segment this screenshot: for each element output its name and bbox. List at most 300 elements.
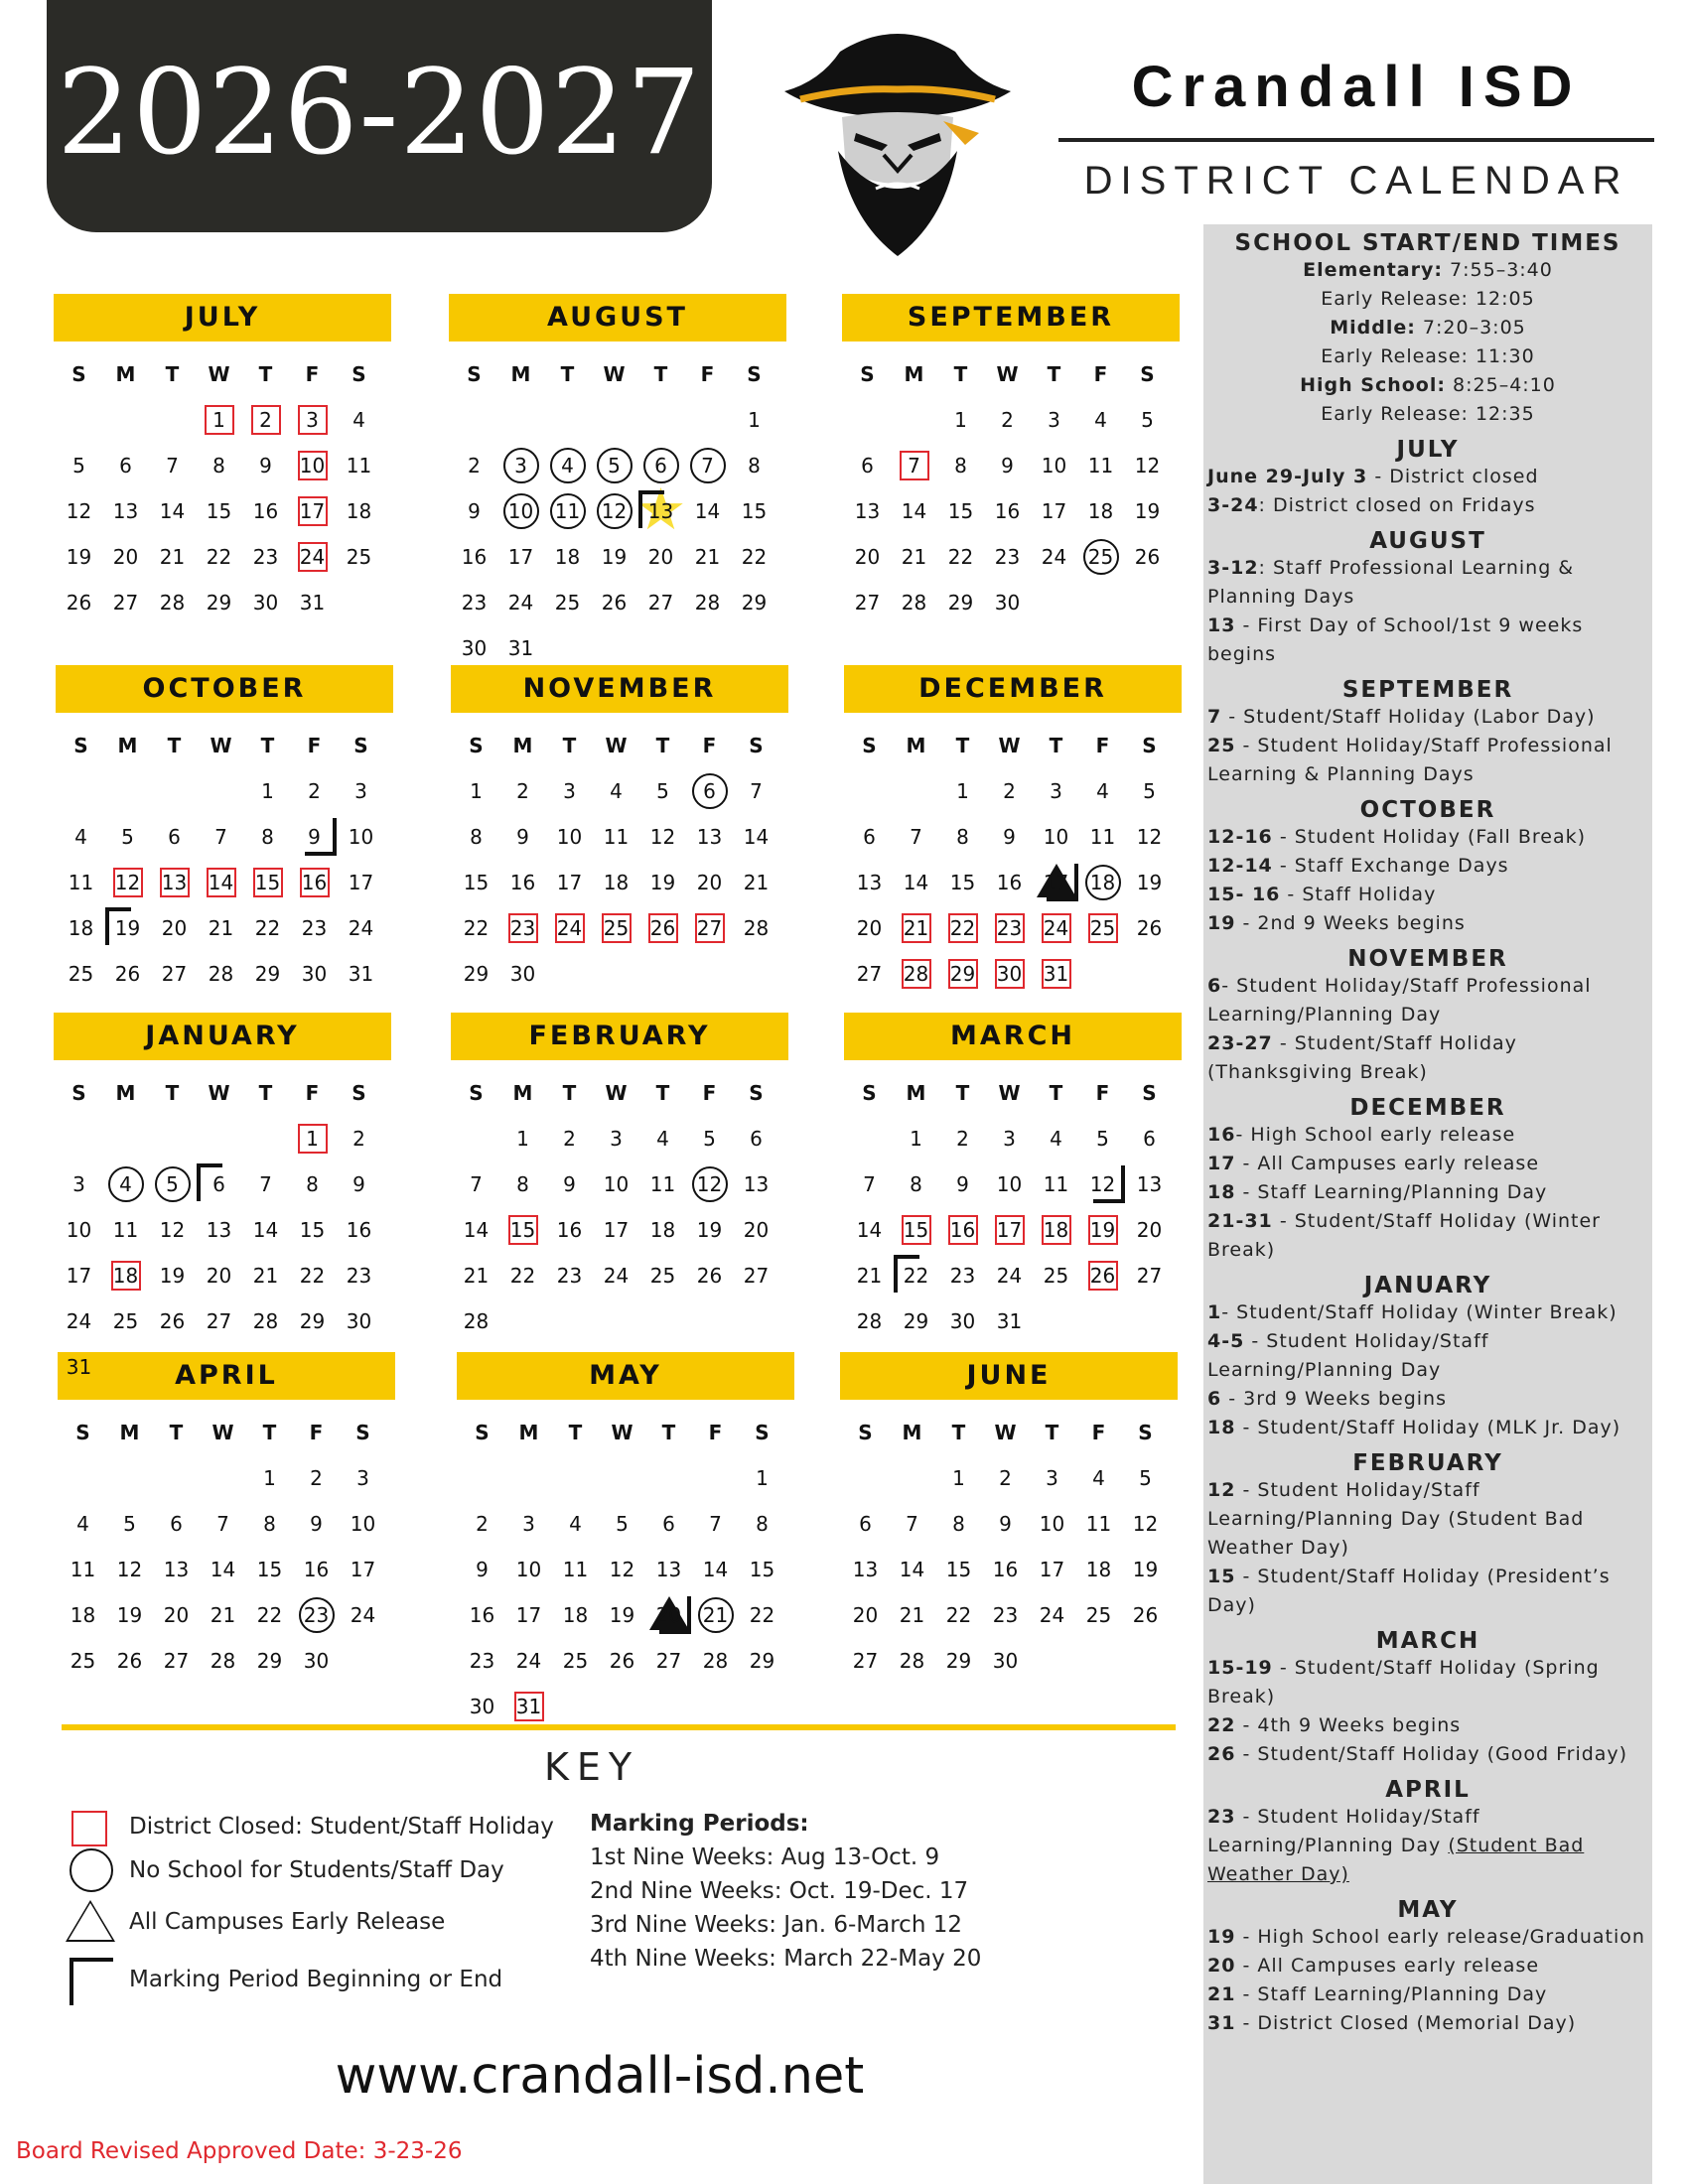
month-grid: [453, 723, 788, 997]
day-cell: 17: [603, 1218, 630, 1242]
empty-cell: [151, 768, 198, 814]
day-cell: 30: [986, 951, 1033, 997]
day-cell: 10: [1039, 1512, 1065, 1536]
day-cell: 18: [70, 1603, 96, 1627]
day-cell: 19: [649, 871, 676, 894]
weekday-label: S: [1142, 734, 1157, 757]
day-cell: 23: [346, 1264, 372, 1288]
day-cell: 28: [463, 1309, 490, 1333]
empty-cell: [889, 1455, 935, 1501]
day-cell: 27: [112, 591, 139, 614]
day-cell: 31: [66, 1355, 92, 1379]
weekday-label: T: [655, 734, 670, 757]
day-cell: 23: [556, 1264, 583, 1288]
event-line: 12 - Student Holiday/Staff Learning/Planning Day (Student Bad Weather Day): [1207, 1479, 1585, 1559]
times-title: SCHOOL START/END TIMES: [1234, 230, 1621, 256]
day-cell: 18: [1033, 1207, 1079, 1253]
day-cell: 22: [945, 1603, 972, 1627]
revised-date: Board Revised Approved Date: 3-23-26: [16, 2138, 463, 2164]
day-cell: 23: [252, 545, 279, 569]
day-cell: 30: [461, 636, 488, 660]
day-cell: 30: [469, 1695, 495, 1718]
event-line: 26 - Student/Staff Holiday (Good Friday): [1207, 1743, 1628, 1765]
event-line: 31 - District Closed (Memorial Day): [1207, 2012, 1577, 2034]
day-cell: 28: [159, 591, 186, 614]
day-cell: 29: [463, 962, 490, 986]
day-cell: 22: [206, 545, 232, 569]
day-cell: 30: [992, 1649, 1019, 1673]
day-cell: 27: [163, 1649, 190, 1673]
day-cell: 12: [686, 1161, 733, 1207]
event-line: 15-19 - Student/Staff Holiday (Spring Break): [1207, 1657, 1600, 1707]
event-line: June 29-July 3 - District closed: [1207, 466, 1539, 487]
event-line: 18 - Student/Staff Holiday (MLK Jr. Day): [1207, 1417, 1621, 1438]
day-cell: 19: [1132, 1558, 1159, 1581]
empty-cell: [846, 768, 893, 814]
day-cell: 1: [756, 1466, 769, 1490]
day-cell: 4: [656, 1127, 669, 1151]
day-cell: 6: [637, 443, 684, 488]
section-title: JULY: [1396, 437, 1460, 463]
day-cell: 12: [1136, 825, 1163, 849]
day-cell: 2: [476, 1512, 489, 1536]
day-cell: 16: [509, 871, 536, 894]
day-cell: 20: [743, 1218, 770, 1242]
day-cell: 20: [163, 1603, 190, 1627]
day-cell: 12: [159, 1218, 186, 1242]
weekday-label: M: [512, 734, 533, 757]
day-cell: 8: [516, 1172, 529, 1196]
day-cell: 24: [1039, 1603, 1065, 1627]
section-title: JANUARY: [1363, 1273, 1492, 1298]
weekday-label: T: [951, 1421, 966, 1444]
event-line: 20 - All Campuses early release: [1207, 1955, 1540, 1977]
day-cell: 3: [72, 1172, 85, 1196]
event-line: 7 - Student/Staff Holiday (Labor Day): [1207, 706, 1596, 728]
day-cell: 3: [1046, 1466, 1058, 1490]
weekday-label: W: [994, 1421, 1017, 1444]
day-cell: 15: [244, 860, 291, 905]
header-rule: [1058, 138, 1654, 142]
district-name: Crandall ISD: [1131, 55, 1582, 119]
weekday-label: M: [115, 362, 136, 386]
day-cell: 2: [310, 1466, 323, 1490]
day-cell: 12: [1132, 1512, 1159, 1536]
day-cell: 2: [956, 1127, 969, 1151]
day-cell: 14: [252, 1218, 279, 1242]
day-cell: 19: [116, 1603, 143, 1627]
day-cell: 15: [463, 871, 490, 894]
weekday-label: S: [475, 1421, 490, 1444]
day-cell: 25: [649, 1264, 676, 1288]
day-cell: 4: [102, 1161, 149, 1207]
weekday-label: W: [603, 362, 626, 386]
day-cell: 29: [945, 1649, 972, 1673]
day-cell: 12: [591, 488, 637, 534]
day-cell: 29: [254, 962, 281, 986]
weekday-label: F: [1095, 1081, 1110, 1105]
day-cell: 22: [254, 916, 281, 940]
weekday-label: T: [955, 1081, 970, 1105]
day-cell: 6: [859, 1512, 872, 1536]
day-cell: 11: [544, 488, 591, 534]
day-cell: 20: [112, 545, 139, 569]
day-cell: 31: [996, 1309, 1023, 1333]
event-line: 15 - Student/Staff Holiday (President’s Day): [1207, 1566, 1611, 1616]
day-cell: 5: [656, 779, 669, 803]
day-cell: 13: [163, 1558, 190, 1581]
day-cell: 16: [939, 1207, 986, 1253]
sidebar-notes: [1203, 224, 1652, 2184]
day-cell: 3: [1050, 779, 1062, 803]
day-cell: 11: [1087, 454, 1114, 478]
day-cell: 9: [259, 454, 272, 478]
day-cell: 25: [1077, 534, 1124, 580]
day-cell: 14: [899, 1558, 925, 1581]
bracket-icon: [66, 1958, 115, 2001]
event-line: 17 - All Campuses early release: [1207, 1153, 1540, 1174]
day-cell: 15: [893, 1207, 939, 1253]
empty-cell: [893, 768, 939, 814]
weekday-label: S: [858, 1421, 873, 1444]
weekday-label: W: [211, 1421, 234, 1444]
day-cell: 27: [655, 1649, 682, 1673]
key-closed: [66, 1805, 554, 1848]
day-cell: 20: [647, 545, 674, 569]
section-title: APRIL: [1385, 1777, 1471, 1803]
day-cell: 7: [259, 1172, 272, 1196]
day-cell: 10: [289, 443, 336, 488]
empty-cell: [497, 397, 544, 443]
day-cell: 22: [741, 545, 768, 569]
day-cell: 22: [299, 1264, 326, 1288]
day-cell: 9: [1001, 454, 1014, 478]
day-cell: 10: [515, 1558, 542, 1581]
day-cell: 12: [104, 860, 151, 905]
day-cell: 11: [68, 871, 94, 894]
day-cell: 9: [516, 825, 529, 849]
day-cell: 26: [696, 1264, 723, 1288]
day-cell: 6: [1143, 1127, 1156, 1151]
key-label: No School for Students/Staff Day: [129, 1857, 504, 1883]
day-cell: 9: [476, 1558, 489, 1581]
day-cell: 5: [1141, 408, 1154, 432]
day-cell: 17: [515, 1603, 542, 1627]
empty-cell: [56, 397, 102, 443]
day-cell: 19: [104, 905, 151, 951]
day-cell: 18: [1087, 499, 1114, 523]
weekday-label: F: [1095, 734, 1110, 757]
weekday-label: M: [117, 734, 138, 757]
day-cell: 24: [1041, 545, 1067, 569]
day-cell: 26: [639, 905, 686, 951]
day-cell: 18: [68, 916, 94, 940]
day-cell: 2: [308, 779, 321, 803]
time-line: Early Release: 11:30: [1321, 345, 1535, 367]
day-cell: 28: [901, 591, 927, 614]
day-cell: 31: [505, 1684, 552, 1729]
day-cell: 10: [1043, 825, 1069, 849]
empty-cell: [453, 1116, 499, 1161]
empty-cell: [102, 1116, 149, 1161]
day-cell: 15: [949, 871, 976, 894]
weekday-label: M: [906, 1081, 926, 1105]
day-cell: 3: [1048, 408, 1060, 432]
day-cell: 30: [949, 1309, 976, 1333]
day-cell: 6: [861, 454, 874, 478]
weekday-label: S: [355, 1421, 370, 1444]
empty-cell: [891, 397, 937, 443]
day-cell: 15: [206, 499, 232, 523]
empty-cell: [844, 397, 891, 443]
day-cell: 23: [293, 1592, 340, 1638]
day-cell: 9: [999, 1512, 1012, 1536]
day-cell: 16: [291, 860, 338, 905]
day-cell: 6: [750, 1127, 763, 1151]
empty-cell: [544, 397, 591, 443]
event-line: 12-14 - Staff Exchange Days: [1207, 855, 1509, 877]
day-cell: 17: [507, 545, 534, 569]
day-cell: 21: [159, 545, 186, 569]
event-line: 21 - Staff Learning/Planning Day: [1207, 1983, 1548, 2005]
year-banner: [47, 0, 712, 232]
event-line: 3-24: District closed on Fridays: [1207, 494, 1536, 516]
day-cell: 3: [1003, 1127, 1016, 1151]
weekday-label: M: [119, 1421, 140, 1444]
empty-cell: [149, 1116, 196, 1161]
weekday-label: F: [700, 362, 715, 386]
month-title: MAY: [457, 1352, 794, 1400]
day-cell: 28: [208, 962, 234, 986]
day-cell: 11: [1085, 1512, 1112, 1536]
day-cell: 30: [994, 591, 1021, 614]
day-cell: 29: [749, 1649, 775, 1673]
day-cell: 16: [469, 1603, 495, 1627]
weekday-label: S: [467, 362, 482, 386]
weekday-label: M: [518, 1421, 539, 1444]
day-cell: 3: [522, 1512, 535, 1536]
day-cell: 8: [263, 1512, 276, 1536]
month-grid: [842, 1410, 1178, 1684]
day-cell: 21: [856, 1264, 883, 1288]
day-cell: 7: [906, 1512, 918, 1536]
day-cell: 2: [1001, 408, 1014, 432]
day-cell: 21: [252, 1264, 279, 1288]
day-cell: 5: [591, 443, 637, 488]
day-cell: 21: [208, 916, 234, 940]
district-calendar-subtitle: DISTRICT CALENDAR: [1083, 159, 1629, 203]
day-cell: 9: [563, 1172, 576, 1196]
day-cell: 25: [1043, 1264, 1069, 1288]
day-cell: 21: [893, 905, 939, 951]
event-line: 1- Student/Staff Holiday (Winter Break): [1207, 1301, 1618, 1323]
day-cell: 29: [299, 1309, 326, 1333]
empty-cell: [198, 768, 244, 814]
day-cell: 30: [301, 962, 328, 986]
day-cell: 4: [544, 443, 591, 488]
marking-period: 1st Nine Weeks: Aug 13-Oct. 9: [590, 1844, 940, 1870]
month-july: [54, 294, 391, 625]
day-cell: 26: [1136, 916, 1163, 940]
day-cell: 25: [68, 962, 94, 986]
day-cell: 1: [196, 397, 242, 443]
day-cell: 31: [1033, 951, 1079, 997]
day-cell: 21: [899, 1603, 925, 1627]
weekday-label: T: [568, 1421, 583, 1444]
weekday-label: S: [352, 1081, 366, 1105]
day-cell: 26: [116, 1649, 143, 1673]
empty-cell: [637, 397, 684, 443]
month-grid: [453, 1070, 788, 1344]
day-cell: 28: [702, 1649, 729, 1673]
day-cell: 16: [996, 871, 1023, 894]
day-cell: 22: [947, 545, 974, 569]
day-cell: 12: [1134, 454, 1161, 478]
day-cell: 25: [554, 591, 581, 614]
day-cell: 14: [856, 1218, 883, 1242]
weekday-label: S: [862, 1081, 877, 1105]
day-cell: 8: [748, 454, 761, 478]
day-cell: 26: [1134, 545, 1161, 569]
day-cell: 3: [497, 443, 544, 488]
month-grid: [58, 723, 393, 997]
day-cell: 21: [692, 1592, 739, 1638]
day-cell: 13: [856, 871, 883, 894]
day-cell: 9: [352, 1172, 365, 1196]
day-cell: 1: [952, 1466, 965, 1490]
weekday-label: F: [1093, 362, 1108, 386]
weekday-label: W: [611, 1421, 633, 1444]
day-cell: 4: [74, 825, 87, 849]
day-cell: 11: [1043, 1172, 1069, 1196]
weekday-label: T: [562, 734, 577, 757]
day-cell: 25: [112, 1309, 139, 1333]
month-title: AUGUST: [449, 294, 786, 341]
day-cell: 15: [256, 1558, 283, 1581]
month-grid: [459, 1410, 794, 1729]
day-cell: 25: [593, 905, 639, 951]
section-title: MARCH: [1375, 1628, 1480, 1654]
weekday-label: F: [305, 1081, 320, 1105]
empty-cell: [104, 768, 151, 814]
key-divider: [62, 1724, 1176, 1730]
day-cell: 4: [76, 1512, 89, 1536]
event-line: 21-31 - Student/Staff Holiday (Winter Break): [1207, 1210, 1601, 1261]
weekday-label: W: [998, 734, 1021, 757]
website-link[interactable]: www.crandall-isd.net: [335, 2047, 865, 2106]
day-cell: 21: [743, 871, 770, 894]
day-cell: 10: [348, 825, 374, 849]
section-title: AUGUST: [1369, 528, 1486, 554]
day-cell: 6: [686, 768, 733, 814]
day-cell: 12: [66, 499, 92, 523]
day-cell: 31: [507, 636, 534, 660]
month-january: [54, 1013, 391, 1390]
weekday-label: S: [749, 1081, 764, 1105]
time-line: Early Release: 12:05: [1321, 288, 1535, 310]
day-cell: 9: [291, 814, 338, 860]
day-cell: 26: [66, 591, 92, 614]
section-title: NOVEMBER: [1347, 946, 1508, 972]
empty-cell: [846, 1116, 893, 1161]
day-cell: 11: [649, 1172, 676, 1196]
day-cell: 4: [1050, 1127, 1062, 1151]
day-cell: 22: [893, 1253, 939, 1298]
day-cell: 1: [263, 1466, 276, 1490]
month-title: JULY: [54, 294, 391, 341]
month-grid: [451, 351, 786, 671]
day-cell: 20: [696, 871, 723, 894]
day-cell: 13: [743, 1172, 770, 1196]
day-cell: 7: [214, 825, 227, 849]
day-cell: 2: [242, 397, 289, 443]
day-cell: 11: [1089, 825, 1116, 849]
time-line: Early Release: 12:35: [1321, 403, 1535, 425]
day-cell: 15: [299, 1218, 326, 1242]
day-cell: 20: [206, 1264, 232, 1288]
day-cell: 11: [562, 1558, 589, 1581]
weekday-label: M: [510, 362, 531, 386]
day-cell: 26: [609, 1649, 635, 1673]
empty-cell: [591, 397, 637, 443]
day-cell: 8: [261, 825, 274, 849]
weekday-label: S: [749, 734, 764, 757]
day-cell: 5: [1096, 1127, 1109, 1151]
empty-cell: [153, 1455, 200, 1501]
weekday-label: T: [953, 362, 968, 386]
day-cell: 19: [696, 1218, 723, 1242]
weekday-label: W: [208, 362, 230, 386]
section-title: SEPTEMBER: [1341, 677, 1514, 703]
weekday-label: T: [661, 1421, 676, 1444]
day-cell: 15: [749, 1558, 775, 1581]
key-no-school: [66, 1848, 504, 1892]
weekday-label: S: [469, 1081, 484, 1105]
day-cell: 5: [1139, 1466, 1152, 1490]
day-cell: 8: [756, 1512, 769, 1536]
day-cell: 12: [649, 825, 676, 849]
day-cell: 8: [306, 1172, 319, 1196]
day-cell: ★ 13: [637, 488, 684, 534]
month-title: APRIL: [58, 1352, 395, 1400]
weekday-label: T: [260, 734, 275, 757]
day-cell: 24: [350, 1603, 376, 1627]
day-cell: 7: [684, 443, 731, 488]
event-line: 19 - High School early release/Graduation: [1207, 1926, 1645, 1948]
day-cell: 27: [856, 962, 883, 986]
month-title: OCTOBER: [56, 665, 393, 713]
empty-cell: [149, 397, 196, 443]
day-cell: 1: [516, 1127, 529, 1151]
event-line: 16- High School early release: [1207, 1124, 1516, 1146]
day-cell: 11: [346, 454, 372, 478]
key-label: District Closed: Student/Staff Holiday: [129, 1814, 554, 1840]
weekday-label: S: [755, 1421, 770, 1444]
day-cell: 6: [196, 1161, 242, 1207]
empty-cell: [451, 397, 497, 443]
weekday-label: T: [1049, 1081, 1063, 1105]
empty-cell: [200, 1455, 246, 1501]
day-cell: 8: [212, 454, 225, 478]
day-cell: 2: [1003, 779, 1016, 803]
day-cell: 4: [1094, 408, 1107, 432]
day-cell: 13: [206, 1218, 232, 1242]
key-label: All Campuses Early Release: [129, 1909, 446, 1935]
day-cell: 5: [1143, 779, 1156, 803]
weekday-label: M: [512, 1081, 533, 1105]
month-october: [56, 665, 393, 997]
day-cell: 5: [616, 1512, 629, 1536]
